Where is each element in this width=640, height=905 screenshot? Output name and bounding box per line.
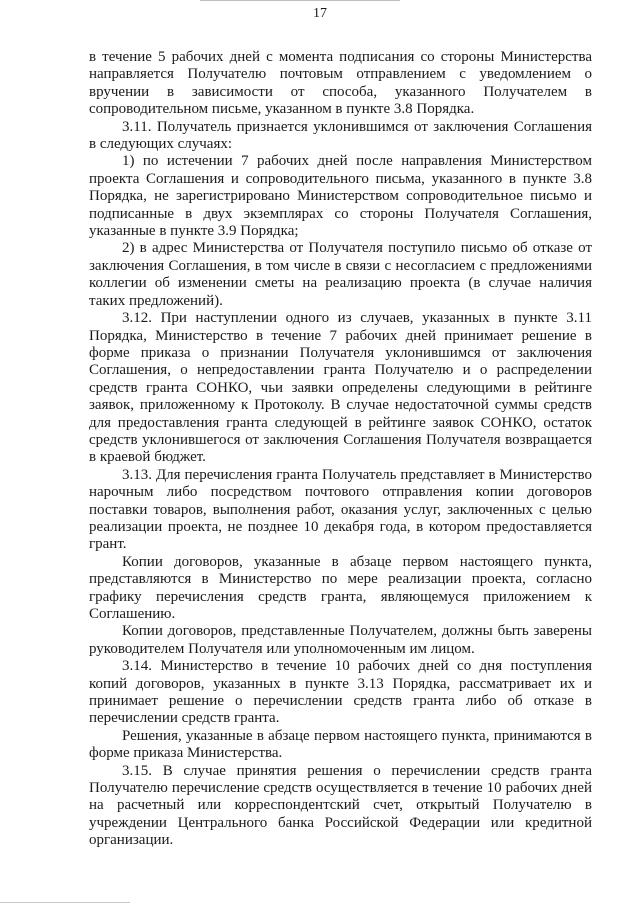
paragraph-3-13-certification: Копии договоров, представленные Получателем, должны быть заверены руководителем Получателя или уполномоченным им лицом.	[89, 623, 592, 657]
paragraph-3-11-item-1: 1) по истечении 7 рабочих дней после направления Министерством проекта Соглашения и сопроводительного письма, указанного в пункте 3.8 Порядка, не зарегистрировано Министерством сопроводительное письмо и подписанные в двух экземплярах со стороны Получателя Соглашения, указанные в пункте 3.9 Порядка;	[89, 153, 592, 240]
document-body	[89, 49, 592, 850]
paragraph-continuation: в течение 5 рабочих дней с момента подписания со стороны Министерства направляется Получателю почтовым отправлением с уведомлением о вручении в зависимости от способа, указанного Получателем в сопроводительном письме, указанном в пункте 3.8 Порядка.	[89, 49, 592, 118]
paragraph-3-15: 3.15. В случае принятия решения о перечислении средств гранта Получателю перечисление средств осуществляется в течение 10 рабочих дней на расчетный или корреспондентский счет, открытый Получателю в учреждении Центрального банка Российской Федерации или кредитной организации.	[89, 762, 592, 849]
scan-edge-bottom	[0, 899, 130, 903]
paragraph-3-11: 3.11. Получатель признается уклонившимся от заключения Соглашения в следующих случаях:	[89, 118, 592, 153]
paragraph-3-11-item-2: 2) в адрес Министерства от Получателя поступило письмо об отказе от заключения Соглашения, в том числе в связи с несогласием с предложениями коллегии об изменении сметы на реализацию проекта (в случае наличия таких предложений).	[89, 240, 592, 309]
paragraph-3-12: 3.12. При наступлении одного из случаев, указанных в пункте 3.11 Порядка, Министерство в течение 7 рабочих дней принимает решение в форме приказа о признании Получателя уклонившимся от заключения Соглашения, о непредоставлении гранта Получателю и о распределении средств гранта СОНКО, чьи заявки определены следующими в рейтинге заявок, приложенному к Протоколу. В случае недостаточной суммы средств для предоставления гранта следующей в рейтинге заявок СОНКО, остаток средств уклонившегося от заключения Соглашения Получателя возвращается в краевой бюджет.	[89, 310, 592, 466]
page-number: 17	[313, 6, 327, 21]
paragraph-3-13: 3.13. Для перечисления гранта Получатель представляет в Министерство нарочным либо посредством почтового отправления копии договоров поставки товаров, выполнения работ, оказания услуг, заключенных с целью реализации проекта, не позднее 10 декабря года, в котором предоставляется грант.	[89, 466, 592, 553]
scan-edge-top	[200, 0, 400, 4]
paragraph-3-14: 3.14. Министерство в течение 10 рабочих дней со дня поступления копий договоров, указанных в пункте 3.13 Порядка, рассматривает их и принимает решение о перечислении средств гранта либо об отказе в перечислении средств гранта.	[89, 658, 592, 727]
paragraph-3-14-decisions: Решения, указанные в абзаце первом настоящего пункта, принимаются в форме приказа Министерства.	[89, 727, 592, 762]
paragraph-3-13-copies: Копии договоров, указанные в абзаце первом настоящего пункта, представляются в Министерство по мере реализации проекта, согласно графику перечисления средств гранта, являющемуся приложением к Соглашению.	[89, 553, 592, 622]
